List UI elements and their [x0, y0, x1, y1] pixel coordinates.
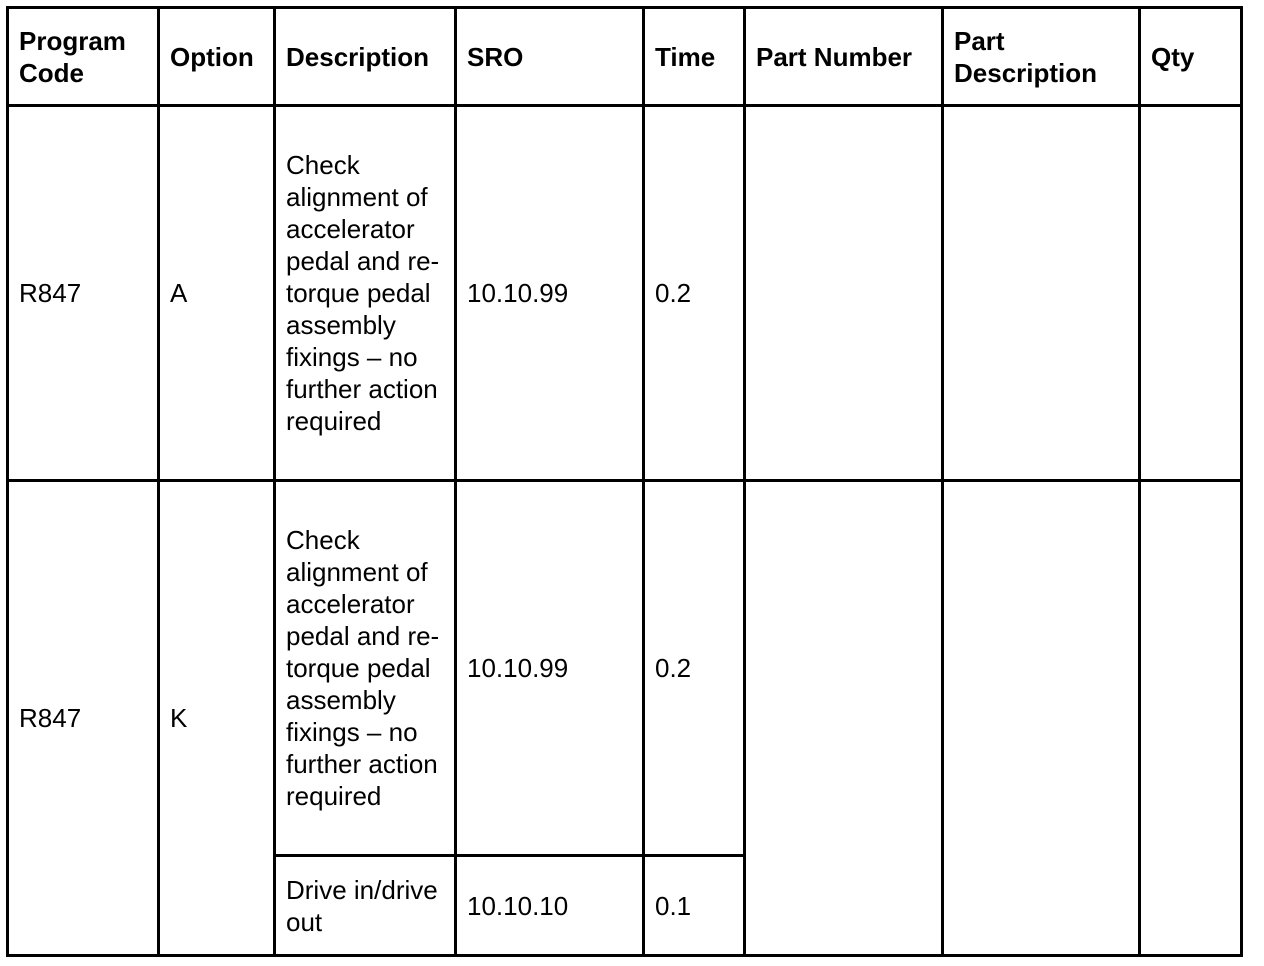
header-option: Option [159, 8, 275, 106]
header-program-code: Program Code [8, 8, 159, 106]
table-row [8, 481, 1242, 856]
header-row [8, 8, 1242, 106]
header-sro: SRO [456, 8, 644, 106]
description-cell: Check alignment of accelerator pedal and re-torque pedal assembly fixings – no further action required [275, 481, 456, 856]
header-part-number: Part Number [745, 8, 943, 106]
header-part-description: Part Description [943, 8, 1140, 106]
sro-cell: 10.10.99 [456, 106, 644, 481]
header-description: Description [275, 8, 456, 106]
sro-cell: 10.10.10 [456, 856, 644, 956]
time-cell: 0.2 [644, 481, 745, 856]
header-qty: Qty [1140, 8, 1242, 106]
time-cell: 0.2 [644, 106, 745, 481]
qty-cell [1140, 481, 1242, 956]
part-number-cell [745, 481, 943, 956]
qty-cell [1140, 106, 1242, 481]
program-code-cell: R847 [8, 481, 159, 956]
time-cell: 0.1 [644, 856, 745, 956]
part-description-cell [943, 481, 1140, 956]
part-description-cell [943, 106, 1140, 481]
header-time: Time [644, 8, 745, 106]
part-number-cell [745, 106, 943, 481]
option-cell: K [159, 481, 275, 956]
description-cell: Drive in/drive out [275, 856, 456, 956]
table-row [8, 106, 1242, 481]
sro-table [6, 6, 1243, 957]
program-code-cell: R847 [8, 106, 159, 481]
description-cell: Check alignment of accelerator pedal and re-torque pedal assembly fixings – no further action required [275, 106, 456, 481]
sro-cell: 10.10.99 [456, 481, 644, 856]
option-cell: A [159, 106, 275, 481]
